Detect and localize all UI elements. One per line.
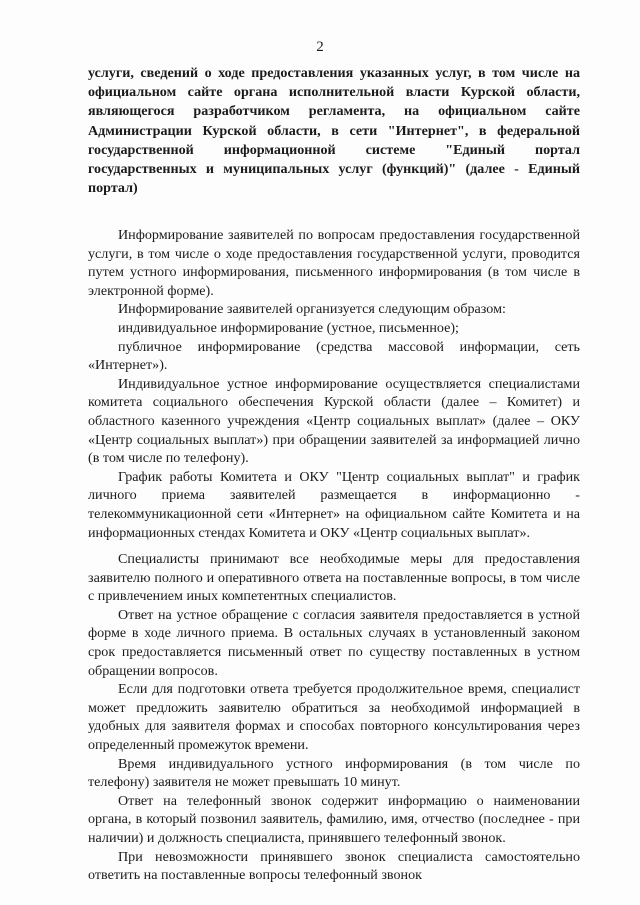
paragraph-public: публичное информирование (средства массовой информации, сеть «Интернет»).	[88, 338, 580, 374]
document-body	[88, 226, 580, 885]
paragraph-long-preparation: Если для подготовки ответа требуется продолжительное время, специалист может предложить заявителю обратиться за необходимой информацией в удобных для заявителя формах и способах повторного консультирования через определенный промежуток времени.	[88, 681, 580, 754]
paragraph-organization: Информирование заявителей организуется следующим образом:	[118, 301, 506, 318]
page-number: 2	[316, 39, 324, 55]
paragraph-phone-forward: При невозможности принявшего звонок специалиста самостоятельно ответить на поставленные вопросы телефонный звонок	[88, 848, 580, 884]
paragraph-oral-answer: Ответ на устное обращение с согласия заявителя предоставляется в устной форме в ходе личного приема. В остальных случаях в установленный законом срок предоставляется письменный ответ по существу поставленных в устном обращении вопросов.	[88, 606, 580, 679]
paragraph-schedule: График работы Комитета и ОКУ "Центр социальных выплат" и график личного приема заявителей размещается в информационно - телекоммуникационной сети «Интернет» на официальном сайте Комитета и на информационных стендах Комитета и ОКУ «Центр социальных выплат».	[88, 468, 580, 541]
paragraph-individual: индивидуальное информирование (устное, письменное);	[118, 319, 459, 336]
paragraph-individual-oral: Индивидуальное устное информирование осуществляется специалистами комитета социального обеспечения Курской области (далее – Комитет) и областного казенного учреждения «Центр социальных выплат» (далее – ОКУ «Центр социальных выплат») при обращении заявителей за информацией лично (в том числе по телефону).	[88, 375, 580, 467]
intro-bold-paragraph: услуги, сведений о ходе предоставления указанных услуг, в том числе на официальном сайте органа исполнительной власти Курской области, являющегося разработчиком регламента, на официальном сайте Администрации Курской области, в сети "Интернет", в федеральной государственной информационной системе "Единый портал государственных и муниципальных услуг (функций)" (далее - Единый портал)	[88, 65, 580, 197]
paragraph-informing-methods: Информирование заявителей по вопросам предоставления государственной услуги, в том числе о ходе предоставления государственной услуги, проводится путем устного информирования, письменного информирования (в том числе в электронной форме).	[88, 227, 580, 299]
paragraph-specialists: Специалисты принимают все необходимые меры для предоставления заявителю полного и оперативного ответа на поставленные вопросы, в том числе с привлечением иных компетентных специалистов.	[88, 551, 580, 605]
paragraph-phone-answer: Ответ на телефонный звонок содержит информацию о наименовании органа, в который позвонил заявитель, фамилию, имя, отчество (последнее - при наличии) и должность специалиста, принявшего телефонный звонок.	[88, 792, 580, 846]
paragraph-time-limit: Время индивидуального устного информирования (в том числе по телефону) заявителя не может превышать 10 минут.	[88, 755, 580, 791]
